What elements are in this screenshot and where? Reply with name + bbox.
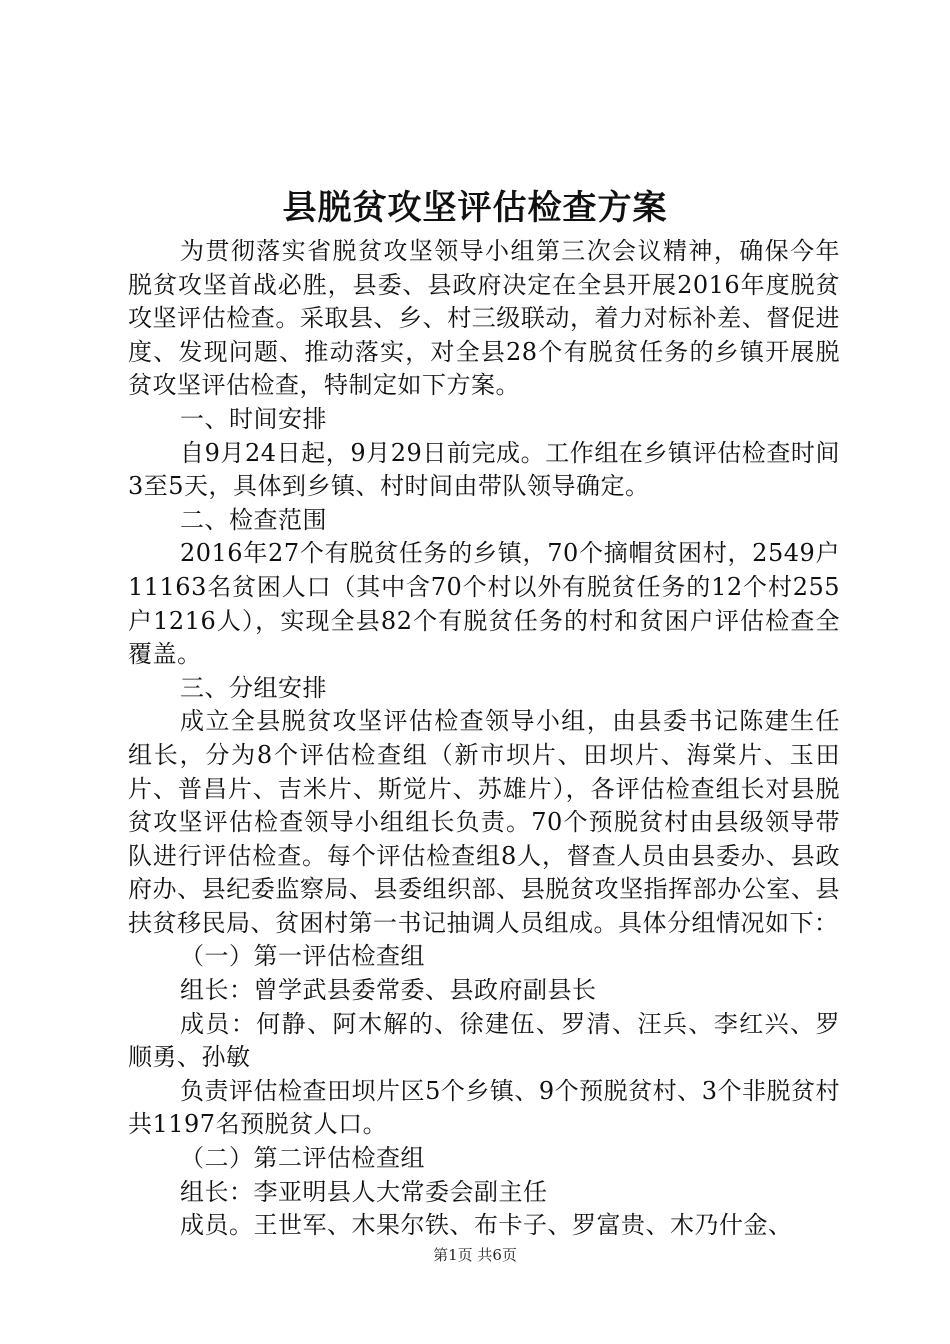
section-heading-schedule: 一、时间安排: [180, 404, 327, 433]
group-2-members: 成员。王世军、木果尔铁、布卡子、罗富贵、木乃什金、: [180, 1211, 793, 1240]
page-number-footer: 第1页 共6页: [433, 1246, 517, 1264]
group-2-leader: 组长：李亚明县人大常委会副主任: [180, 1177, 548, 1206]
section-heading-scope: 二、检查范围: [180, 505, 327, 534]
scope-paragraph: 2016年27个有脱贫任务的乡镇，70个摘帽贫困村，2549户11163名贫困人口（其中含70个村以外有脱贫任务的12个村255户1216人），实现全县82个有脱贫任务的村和贫困户评估检查全覆盖。: [128, 539, 840, 669]
document-body: [128, 235, 840, 1243]
grouping-paragraph: 成立全县脱贫攻坚评估检查领导小组，由县委书记陈建生任组长，分为8个评估检查组（新市坝片、田坝片、海棠片、玉田片、普昌片、吉米片、斯觉片、苏雄片），各评估检查组长对县脱贫攻坚评估检查领导小组组长负责。70个预脱贫村由县级领导带队进行评估检查。每个评估检查组8人，督查人员由县委办、县政府办、县纪委监察局、县委组织部、县脱贫攻坚指挥部办公室、县扶贫移民局、贫困村第一书记抽调人员组成。具体分组情况如下：: [128, 707, 840, 937]
document-title: 县脱贫攻坚评估检查方案: [282, 188, 668, 228]
section-heading-grouping: 三、分组安排: [180, 673, 327, 702]
group-1-responsibility: 负责评估检查田坝片区5个乡镇、9个预脱贫村、3个非脱贫村共1197名预脱贫人口。: [128, 1076, 840, 1139]
schedule-paragraph: 自9月24日起，9月29日前完成。工作组在乡镇评估检查时间3至5天，具体到乡镇、村时间由带队领导确定。: [128, 438, 840, 501]
group-1-members: 成员：何静、阿木解的、徐建伍、罗清、汪兵、李红兴、罗顺勇、孙敏: [128, 1009, 840, 1072]
group-1-leader: 组长：曾学武县委常委、县政府副县长: [180, 976, 597, 1005]
group-1-heading: （一）第一评估检查组: [180, 942, 425, 971]
group-2-heading: （二）第二评估检查组: [180, 1144, 425, 1173]
intro-paragraph: 为贯彻落实省脱贫攻坚领导小组第三次会议精神，确保今年脱贫攻坚首战必胜，县委、县政府决定在全县开展2016年度脱贫攻坚评估检查。采取县、乡、村三级联动，着力对标补差、督促进度、发现问题、推动落实，对全县28个有脱贫任务的乡镇开展脱贫攻坚评估检查，特制定如下方案。: [128, 237, 840, 400]
